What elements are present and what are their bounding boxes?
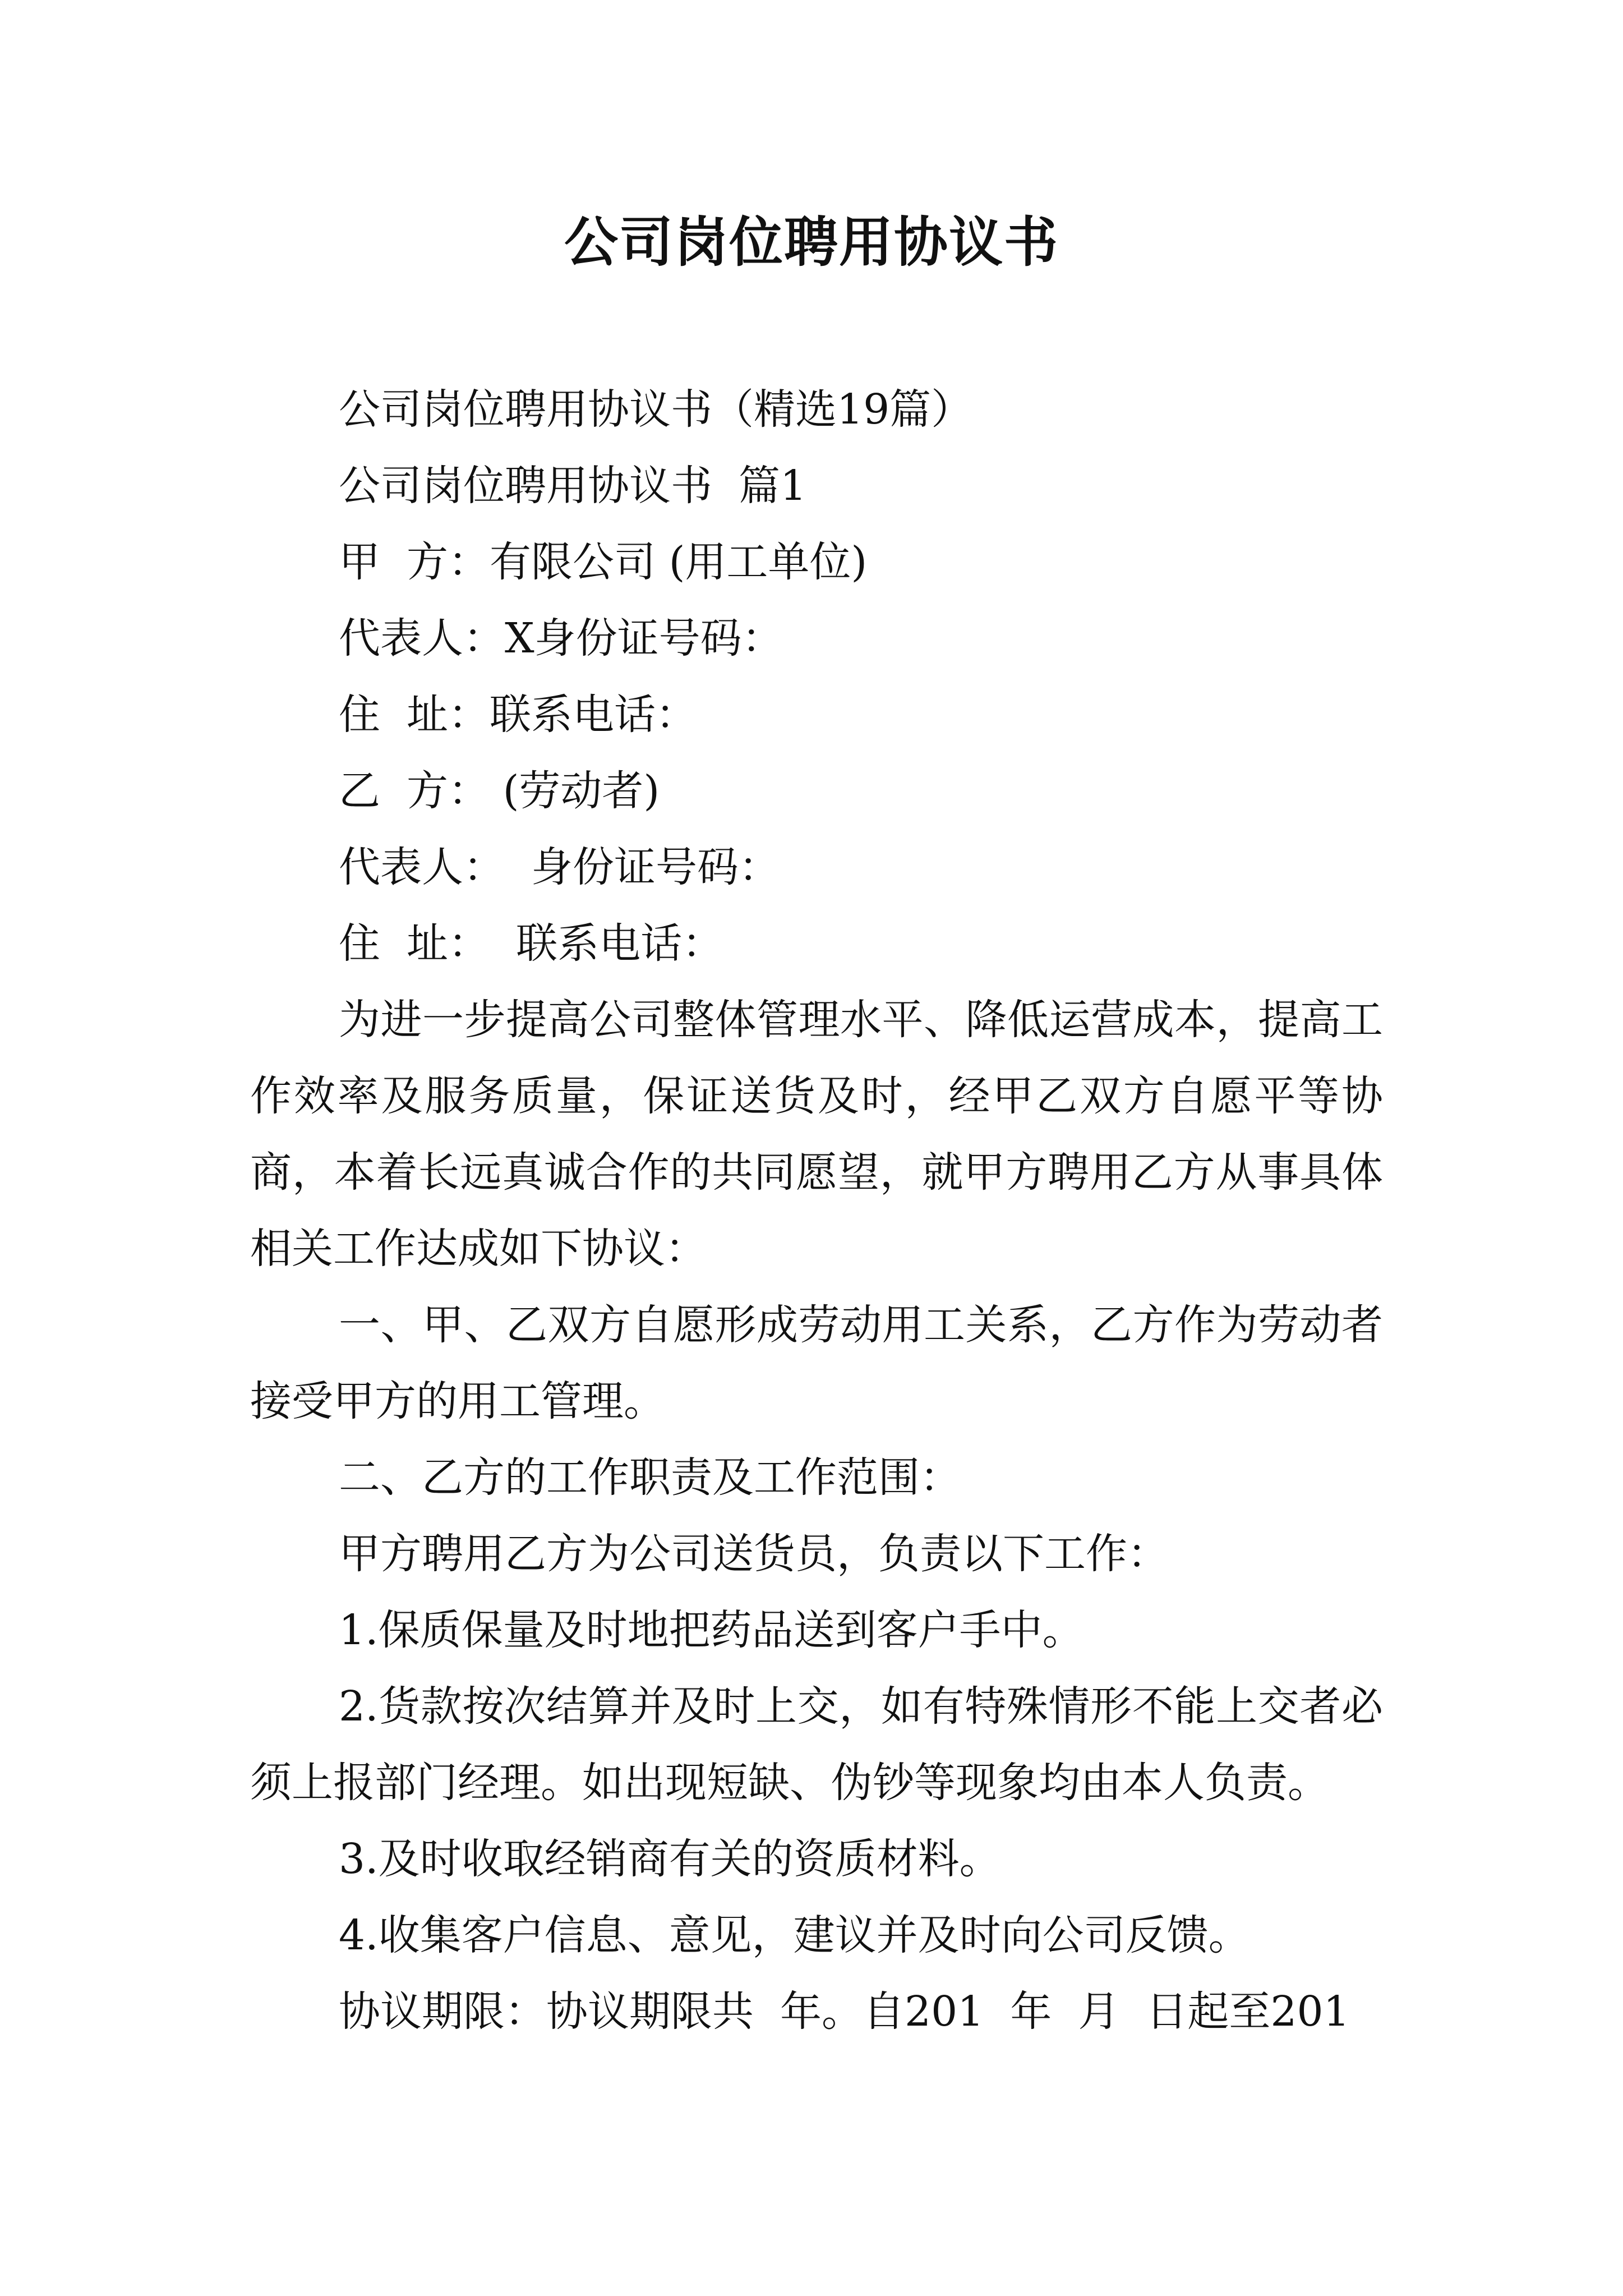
section-heading: 公司岗位聘用协议书 篇1 xyxy=(339,462,807,510)
party-a-line: 甲 方：有限公司 (用工单位) xyxy=(339,538,868,586)
duty-item-2: 2.货款按次结算并及时上交，如有特殊情形不能上交者必须上报部门经理。如出现短缺、伪钞等现象均由本人负责。 xyxy=(250,1682,1383,1807)
duty-item-1: 1.保质保量及时地把药品送到客户手中。 xyxy=(339,1606,1084,1654)
party-a-address-line: 住 址：联系电话： xyxy=(339,691,698,739)
party-a-representative-line: 代表人：X身份证号码： xyxy=(339,614,783,662)
party-b-representative-line: 代表人： 身份证号码： xyxy=(339,843,781,891)
duty-item-3: 3.及时收取经销商有关的资质材料。 xyxy=(339,1835,1001,1883)
preamble-paragraph: 为进一步提高公司整体管理水平、降低运营成本，提高工作效率及服务质量，保证送货及时，经甲乙双方自愿平等协商，本着长远真诚合作的共同愿望，就甲方聘用乙方从事具体相关工作达成如下协议： xyxy=(250,996,1383,1273)
duty-item-4: 4.收集客户信息、意见，建议并及时向公司反馈。 xyxy=(339,1911,1250,1959)
clause-one-paragraph: 一、甲、乙双方自愿形成劳动用工关系，乙方作为劳动者接受甲方的用工管理。 xyxy=(250,1301,1383,1425)
subtitle-paragraph: 公司岗位聘用协议书（精选19篇） xyxy=(339,385,973,434)
job-description-paragraph: 甲方聘用乙方为公司送货员，负责以下工作： xyxy=(339,1530,1169,1578)
document-title: 公司岗位聘用协议书 xyxy=(564,210,1059,274)
document-body xyxy=(250,371,1383,2050)
term-paragraph: 协议期限：协议期限共 年。自201 年 月 日起至201 xyxy=(339,1987,1350,2036)
clause-two-heading: 二、乙方的工作职责及工作范围： xyxy=(339,1453,961,1502)
party-b-address-line: 住 址： 联系电话： xyxy=(339,919,724,968)
party-b-line: 乙 方： (劳动者) xyxy=(339,767,660,815)
